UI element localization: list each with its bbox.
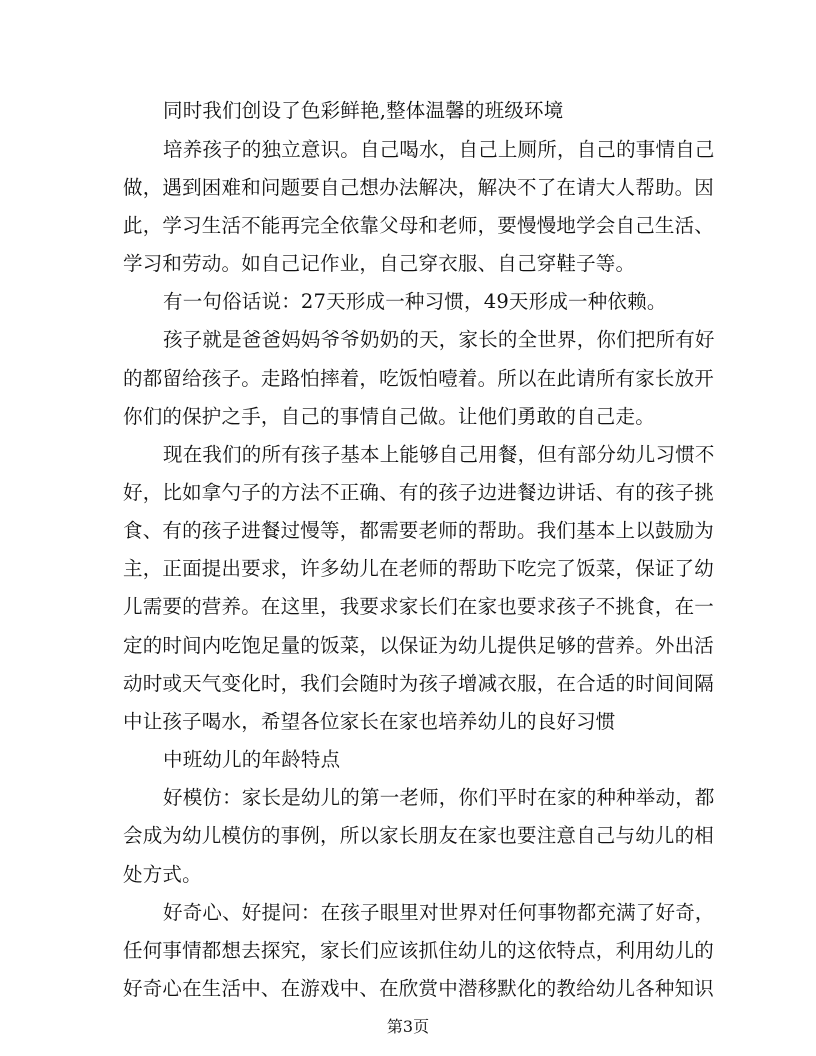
paragraph-line: 此，学习生活不能再完全依靠父母和老师，要慢慢地学会自己生活、 [123,214,715,237]
paragraph-line: 现在我们的所有孩子基本上能够自己用餐，但有部分幼儿习惯不 [163,443,715,466]
paragraph-line: 孩子就是爸爸妈妈爷爷奶奶的天，家长的全世界，你们把所有好 [163,328,715,351]
paragraph-line: 好模仿：家长是幼儿的第一老师，你们平时在家的种种举动，都 [163,786,715,809]
paragraph-line: 动时或天气变化时，我们会随时为孩子增减衣服，在合适的时间间隔 [123,672,715,695]
paragraph-line: 好奇心在生活中、在游戏中、在欣赏中潜移默化的教给幼儿各种知识 [123,977,715,1000]
page-number: 第3页 [386,1017,430,1036]
paragraph-line: 同时我们创设了色彩鲜艳,整体温馨的班级环境 [163,99,564,122]
paragraph-line: 食、有的孩子进餐过慢等，都需要老师的帮助。我们基本上以鼓励为 [123,519,715,542]
paragraph-line: 好，比如拿勺子的方法不正确、有的孩子边进餐边讲话、有的孩子挑 [123,481,715,504]
paragraph-line: 做，遇到困难和问题要自己想办法解决，解决不了在请大人帮助。因 [123,176,715,199]
paragraph-line: 你们的保护之手，自己的事情自己做。让他们勇敢的自己走。 [123,405,655,428]
paragraph-line: 培养孩子的独立意识。自己喝水，自己上厕所，自己的事情自己 [163,138,715,161]
paragraph-line: 学习和劳动。如自己记作业，自己穿衣服、自己穿鞋子等。 [123,252,636,275]
paragraph-line: 任何事情都想去探究，家长们应该抓住幼儿的这依特点，利用幼儿的 [123,939,715,962]
paragraph-line: 中让孩子喝水，希望各位家长在家也培养幼儿的良好习惯 [123,710,616,733]
paragraph-line: 的都留给孩子。走路怕摔着，吃饭怕噎着。所以在此请所有家长放开 [123,367,715,390]
paragraph-line: 处方式。 [123,863,202,886]
paragraph-line: 儿需要的营养。在这里，我要求家长们在家也要求孩子不挑食，在一 [123,595,715,618]
paragraph-line: 好奇心、好提问：在孩子眼里对世界对任何事物都充满了好奇， [163,901,715,924]
paragraph-line: 会成为幼儿模仿的事例，所以家长朋友在家也要注意自己与幼儿的相 [123,824,715,847]
paragraph-line: 主，正面提出要求，许多幼儿在老师的帮助下吃完了饭菜，保证了幼 [123,557,715,580]
paragraph-line: 定的时间内吃饱足量的饭菜，以保证为幼儿提供足够的营养。外出活 [123,634,715,657]
section-heading: 中班幼儿的年龄特点 [163,748,341,771]
paragraph-line: 有一句俗话说：27天形成一种习惯，49天形成一种依赖。 [163,290,667,313]
